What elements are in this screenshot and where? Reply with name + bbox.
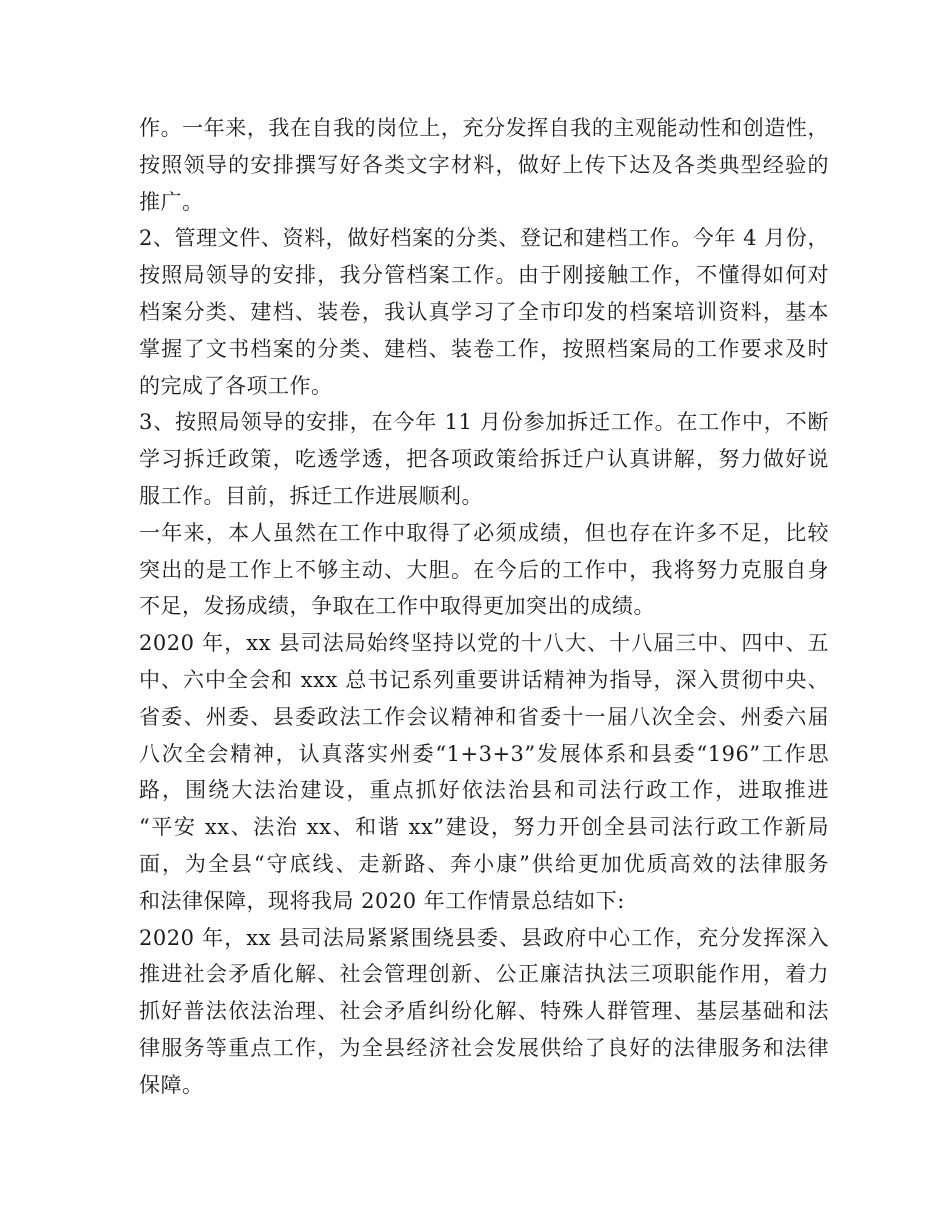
paragraph-2 (139, 220, 829, 404)
text-line: 2020 年，xx 县司法局紧紧围绕县委、县政府中心工作，充分发挥深入 (139, 925, 829, 950)
document-body (139, 110, 829, 1104)
text-line: 路，围绕大法治建设，重点抓好依法治县和司法行政工作，进取推进 (139, 778, 829, 803)
text-line: 律服务等重点工作，为全县经济社会发展供给了良好的法律服务和法律 (139, 1035, 829, 1060)
text-line: 的完成了各项工作。 (139, 373, 333, 398)
text-line: 面，为全县“守底线、走新路、奔小康”供给更加优质高效的法律服务 (139, 851, 829, 876)
text-line: 学习拆迁政策，吃透学透，把各项政策给拆迁户认真讲解，努力做好说 (139, 447, 829, 472)
text-line: 档案分类、建档、装卷，我认真学习了全市印发的档案培训资料，基本 (139, 299, 829, 324)
text-line: 掌握了文书档案的分类、建档、装卷工作，按照档案局的工作要求及时 (139, 336, 829, 361)
text-line: 中、六中全会和 xxx 总书记系列重要讲话精神为指导，深入贯彻中央、 (139, 667, 829, 692)
text-line: 服工作。目前，拆迁工作进展顺利。 (139, 483, 483, 508)
text-line: 2020 年，xx 县司法局始终坚持以党的十八大、十八届三中、四中、五 (139, 631, 829, 656)
text-line: 一年来，本人虽然在工作中取得了必须成绩，但也存在许多不足，比较 (139, 520, 829, 545)
text-line: 和法律保障，现将我局 2020 年工作情景总结如下: (139, 888, 625, 913)
text-line: 八次全会精神，认真落实州委“1+3+3”发展体系和县委“196”工作思 (139, 741, 829, 766)
text-line: 3、按照局领导的安排，在今年 11 月份参加拆迁工作。在工作中，不断 (139, 410, 829, 435)
paragraph-3 (139, 404, 829, 514)
text-line: 推广。 (139, 189, 204, 214)
text-line: 按照领导的安排撰写好各类文字材料，做好上传下达及各类典型经验的 (139, 152, 829, 177)
paragraph-4 (139, 515, 829, 625)
text-line: 不足，发扬成绩，争取在工作中取得更加突出的成绩。 (139, 594, 655, 619)
text-line: 按照局领导的安排，我分管档案工作。由于刚接触工作，不懂得如何对 (139, 263, 829, 288)
text-line: 作。一年来，我在自我的岗位上，充分发挥自我的主观能动性和创造性， (139, 116, 829, 140)
paragraph-5 (139, 625, 829, 919)
text-line: 省委、州委、县委政法工作会议精神和省委十一届八次全会、州委六届 (139, 704, 829, 729)
text-line: 保障。 (139, 1072, 204, 1097)
text-line: “平安 xx、法治 xx、和谐 xx”建设，努力开创全县司法行政工作新局 (139, 815, 829, 840)
text-line: 抓好普法依法治理、社会矛盾纠纷化解、特殊人群管理、基层基础和法 (139, 999, 829, 1024)
text-line: 2、管理文件、资料，做好档案的分类、登记和建档工作。今年 4 月份， (139, 226, 829, 251)
paragraph-1 (139, 110, 829, 220)
text-line: 突出的是工作上不够主动、大胆。在今后的工作中，我将努力克服自身 (139, 557, 829, 582)
paragraph-6 (139, 920, 829, 1104)
text-line: 推进社会矛盾化解、社会管理创新、公正廉洁执法三项职能作用，着力 (139, 962, 829, 987)
